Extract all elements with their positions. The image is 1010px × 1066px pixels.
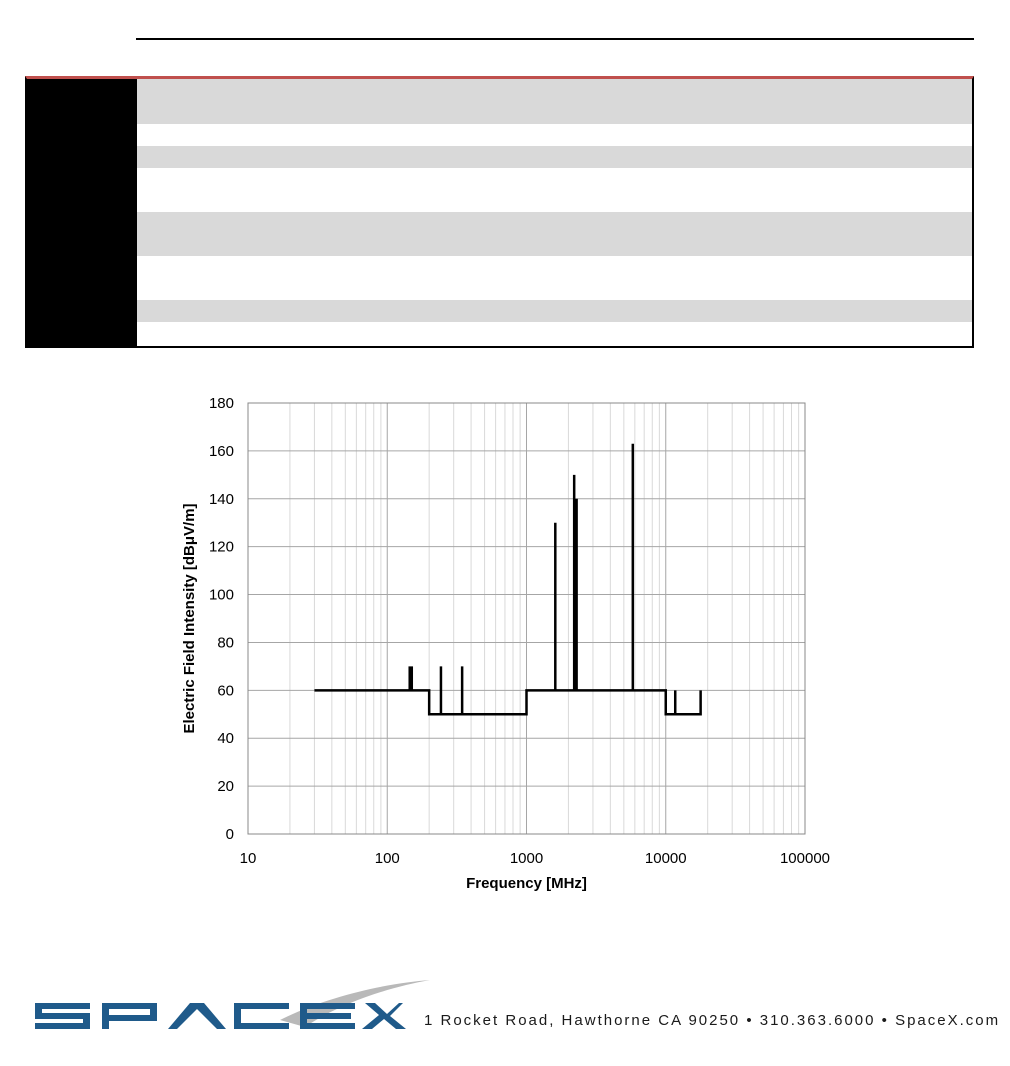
x-tick-label: 1000: [509, 850, 544, 867]
y-tick-label: 120: [208, 538, 234, 556]
tick-labels: [209, 395, 830, 867]
y-tick-label: 40: [217, 730, 234, 748]
x-tick-label: 100000: [779, 850, 831, 867]
table-row: [137, 212, 972, 256]
grid-lines: [248, 403, 805, 834]
table-side-column: [27, 79, 137, 346]
y-tick-label: 160: [208, 442, 234, 460]
y-tick-label: 0: [225, 826, 234, 843]
y-axis-title: Electric Field Intensity [dBμV/m]: [181, 503, 198, 734]
table-row: [137, 322, 972, 344]
table-row: [137, 124, 972, 146]
x-tick-label: 10000: [644, 850, 687, 867]
y-tick-label: 80: [217, 634, 234, 652]
x-tick-label: 100: [374, 850, 400, 867]
x-tick-label: 10: [239, 850, 257, 867]
data-table: [25, 76, 974, 348]
table-row: [137, 256, 972, 300]
table-row: [137, 300, 972, 322]
table-row: [137, 168, 972, 212]
spacex-logo: [30, 975, 450, 1035]
table-row: [137, 146, 972, 168]
table-row: [137, 79, 972, 124]
y-tick-label: 180: [208, 395, 234, 412]
x-axis-title: Frequency [MHz]: [466, 875, 587, 892]
y-tick-label: 140: [208, 490, 234, 508]
header-rule: [136, 38, 974, 40]
y-tick-label: 60: [217, 682, 234, 700]
chart-canvas: [170, 385, 850, 905]
y-tick-label: 20: [217, 778, 234, 796]
y-tick-label: 100: [208, 586, 234, 604]
series-line: [314, 444, 701, 715]
emission-limit-chart: [170, 385, 850, 905]
footer-address: 1 Rocket Road, Hawthorne CA 90250 • 310.363.6000 • SpaceX.com: [424, 1012, 1001, 1029]
